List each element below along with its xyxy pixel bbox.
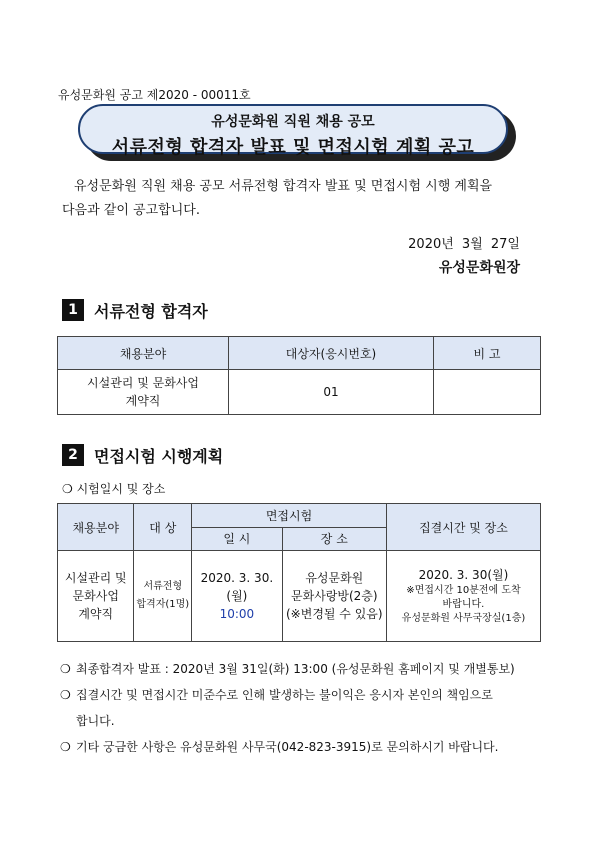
cell-target-line-2: 합격자(1명) [136, 599, 190, 610]
cell-date: 2020. 3. 30.(월) [200, 571, 274, 603]
section-2-title: 면접시험 시행계획 [94, 446, 224, 466]
intro-text [62, 175, 532, 223]
intro-line-1: 유성문화원 직원 채용 공모 서류전형 합격자 발표 및 면접시험 시행 계획을 [74, 179, 493, 194]
header-target: 대 상 [134, 504, 192, 551]
note-contact-text: 기타 궁금한 사항은 유성문화원 사무국(042-823-3915)로 문의하시기 바랍니다. [76, 740, 499, 754]
notice-date: 2020년 3월 27일 [408, 237, 520, 252]
cell-place [282, 551, 386, 642]
title-banner [78, 104, 508, 158]
cell-field-line-3: 계약직 [78, 607, 114, 621]
header-field: 채용분야 [58, 337, 229, 370]
table-row [58, 551, 541, 642]
table-header-row [58, 504, 541, 528]
document-pass-table [57, 336, 541, 415]
cell-datetime [192, 551, 283, 642]
signer: 유성문화원장 [438, 260, 520, 276]
section-2-number: 2 [62, 444, 84, 466]
table-row [58, 370, 541, 415]
note-final-text: 최종합격자 발표 : 2020년 3월 31일(화) 13:00 (유성문화원 홈페이지 및 개별통보) [76, 662, 515, 676]
schedule-bullet-text: 시험일시 및 장소 [76, 482, 166, 496]
cell-place-line-2: 문화사랑방(2층) [291, 589, 378, 603]
section-1-number: 1 [62, 299, 84, 321]
cell-gather-note-1: ※면접시간 10분전에 도착 [406, 585, 521, 596]
cell-field-line-1: 시설관리 및 문화사업 [87, 376, 199, 390]
table-header-row [58, 337, 541, 370]
note-warning-text-1: 집결시간 및 면접시간 미준수로 인해 발생하는 불이익은 응시자 본인의 책임으로 [76, 688, 493, 702]
header-gather: 집결시간 및 장소 [386, 504, 540, 551]
note-warning-continued [60, 708, 550, 734]
note-contact [60, 734, 550, 760]
banner-subtitle: 유성문화원 직원 채용 공모 [211, 114, 375, 130]
section-1-heading [62, 298, 208, 322]
cell-field-line-1: 시설관리 및 [64, 571, 127, 585]
cell-applicant: 01 [229, 370, 434, 415]
cell-gather-place: 유성문화원 사무국장실(1층) [401, 613, 526, 624]
banner-title: 서류전형 합격자 발표 및 면접시험 계획 공고 [111, 137, 475, 158]
cell-field-line-2: 문화사업 [72, 589, 119, 603]
bullet-icon: ❍ [60, 688, 71, 702]
cell-target-line-1: 서류전형 [143, 581, 183, 592]
cell-field [58, 551, 134, 642]
note-final-announcement [60, 656, 550, 682]
bullet-icon: ❍ [62, 482, 73, 496]
bullet-icon: ❍ [60, 662, 71, 676]
bullet-icon: ❍ [60, 740, 71, 754]
cell-place-line-3: (※변경될 수 있음) [285, 607, 383, 621]
cell-gather-note-2: 바랍니다. [442, 599, 485, 610]
cell-gather-date: 2020. 3. 30(월) [418, 568, 509, 582]
header-datetime: 일 시 [192, 527, 283, 551]
section-2-heading [62, 443, 223, 467]
cell-place-line-1: 유성문화원 [305, 571, 364, 585]
cell-remark [434, 370, 541, 415]
cell-target [134, 551, 192, 642]
notice-number: 유성문화원 공고 제2020 - 00011호 [58, 88, 251, 102]
cell-field-line-2: 계약직 [125, 394, 161, 408]
section-1-title: 서류전형 합격자 [94, 301, 208, 321]
cell-time: 10:00 [219, 607, 255, 621]
note-warning-text-2: 합니다. [76, 714, 115, 728]
notes-list [60, 656, 550, 760]
intro-line-2: 다음과 같이 공고합니다. [62, 203, 200, 218]
header-place: 장 소 [282, 527, 386, 551]
header-applicant: 대상자(응시번호) [229, 337, 434, 370]
cell-gather [386, 551, 540, 642]
interview-plan-table [57, 503, 541, 642]
schedule-bullet [62, 480, 165, 497]
cell-field [58, 370, 229, 415]
header-interview: 면접시험 [192, 504, 387, 528]
header-remark: 비 고 [434, 337, 541, 370]
header-field: 채용분야 [58, 504, 134, 551]
note-warning [60, 682, 550, 708]
